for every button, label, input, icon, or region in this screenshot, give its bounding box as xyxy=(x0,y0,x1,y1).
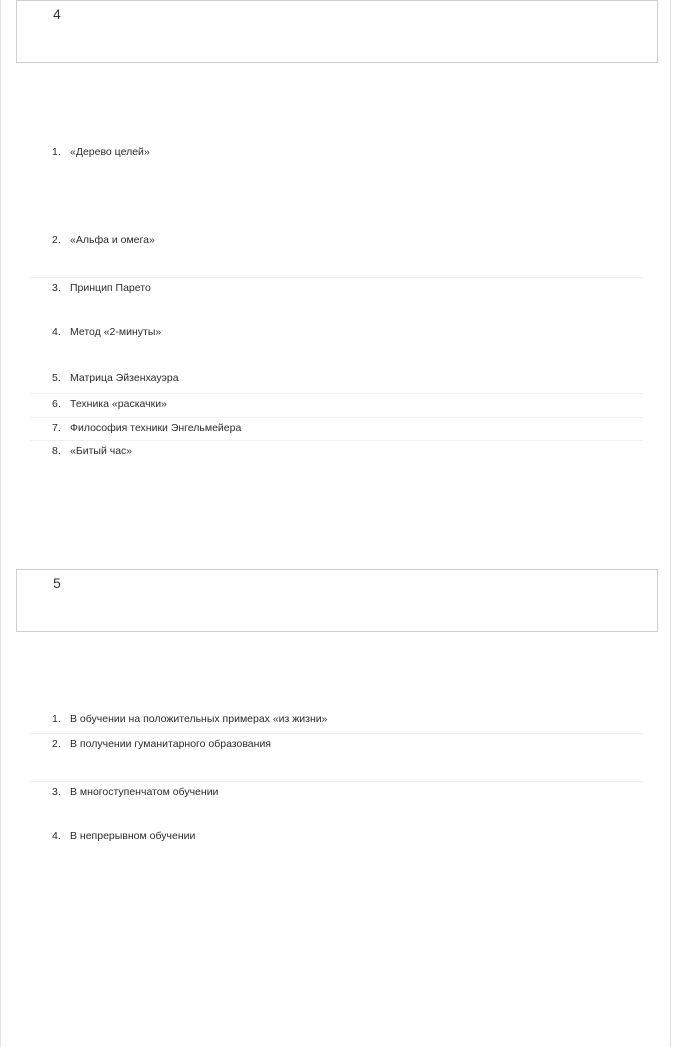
answer-option-q4-6[interactable] xyxy=(30,393,643,416)
option-number: 5. xyxy=(52,372,61,384)
option-number: 7. xyxy=(52,422,61,434)
option-number: 6. xyxy=(52,398,61,410)
answer-option-q4-8[interactable] xyxy=(30,440,643,463)
option-number: 1. xyxy=(52,713,61,725)
option-number: 1. xyxy=(52,146,61,158)
option-text: В обучении на положительных примерах «из жизни» xyxy=(70,713,328,725)
option-text: «Дерево целей» xyxy=(70,146,150,158)
answer-option-q5-1[interactable] xyxy=(30,709,643,731)
answer-option-q5-2[interactable] xyxy=(30,733,643,756)
question-4-box xyxy=(16,0,658,63)
answer-option-q4-2[interactable] xyxy=(30,230,643,252)
option-number: 8. xyxy=(52,445,61,457)
option-text: «Битый час» xyxy=(70,445,133,457)
option-text: В непрерывном обучении xyxy=(70,830,196,842)
option-text: «Альфа и омега» xyxy=(70,234,155,246)
option-text: В многоступенчатом обучении xyxy=(70,786,219,798)
option-text: Принцип Парето xyxy=(70,282,151,294)
option-number: 2. xyxy=(52,234,61,246)
answer-option-q4-3[interactable] xyxy=(30,277,643,300)
option-number: 4. xyxy=(52,326,61,338)
answer-option-q5-3[interactable] xyxy=(30,781,643,804)
question-5-box xyxy=(16,569,658,632)
answer-option-q4-1[interactable] xyxy=(30,142,643,164)
option-text: Матрица Эйзенхауэра xyxy=(70,372,179,384)
option-text: Метод «2-минуты» xyxy=(70,326,162,338)
option-number: 3. xyxy=(52,282,61,294)
option-number: 3. xyxy=(52,786,61,798)
question-number: 5 xyxy=(53,575,61,591)
option-text: В получении гуманитарного образования xyxy=(70,738,271,750)
option-text: Философия техники Энгельмейера xyxy=(70,422,242,434)
option-text: Техника «раскачки» xyxy=(70,398,167,410)
answer-option-q4-5[interactable] xyxy=(30,368,643,390)
option-number: 4. xyxy=(52,830,61,842)
answer-option-q4-7[interactable] xyxy=(30,417,643,440)
question-number: 4 xyxy=(53,6,61,22)
option-number: 2. xyxy=(52,738,61,750)
answer-option-q5-4[interactable] xyxy=(30,826,643,848)
answer-option-q4-4[interactable] xyxy=(30,322,643,344)
